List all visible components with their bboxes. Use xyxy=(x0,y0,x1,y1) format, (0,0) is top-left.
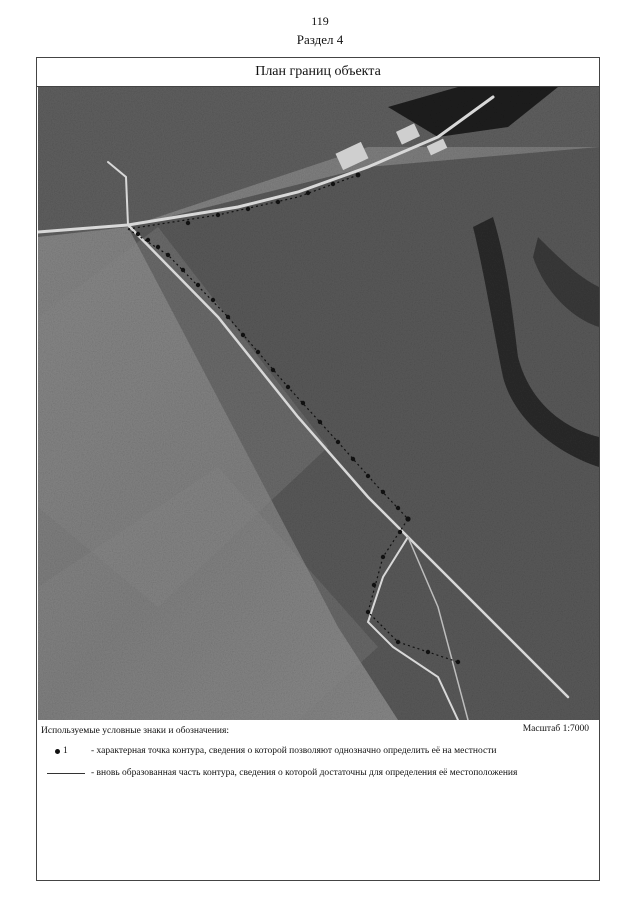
legend-item-text: - характерная точка контура, сведения о которой позволяют однозначно определить её на местности xyxy=(91,746,497,756)
aerial-map-image xyxy=(38,87,599,720)
point-symbol-label: 1 xyxy=(63,746,68,756)
legend-item-point xyxy=(47,746,591,757)
boundary-line-icon xyxy=(47,768,91,779)
legend-item-line xyxy=(47,768,591,779)
legend-item-text: - вновь образованная часть контура, сведения о которой достаточны для определения её местоположения xyxy=(91,768,518,778)
map-scale: Масштаб 1:7000 xyxy=(522,724,589,734)
boundary-point-icon xyxy=(47,746,91,757)
legend-heading: Используемые условные знаки и обозначения: xyxy=(41,726,230,736)
aerial-map xyxy=(38,87,599,720)
plan-frame xyxy=(36,57,600,881)
page-number: 119 xyxy=(311,14,329,28)
section-title: Раздел 4 xyxy=(296,32,344,47)
plan-title: План границ объекта xyxy=(37,58,599,87)
